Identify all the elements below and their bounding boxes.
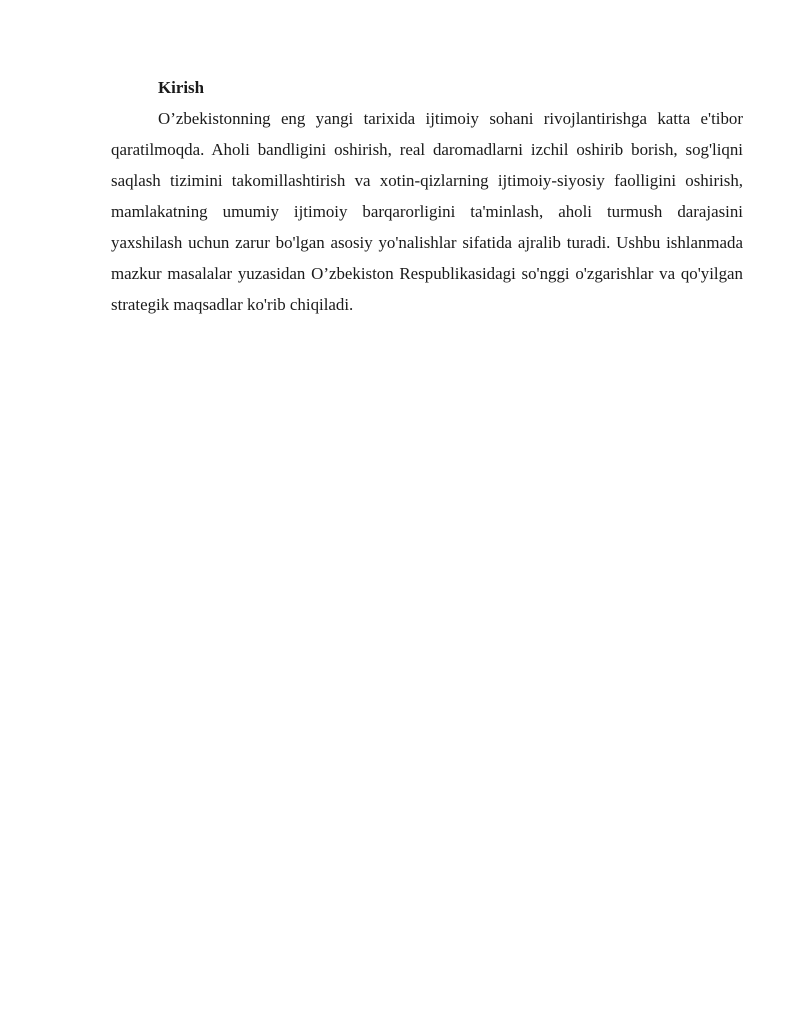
section-heading: Kirish [158, 78, 204, 97]
document-body [111, 72, 743, 320]
body-paragraph: O’zbekistonning eng yangi tarixida ijtimoiy sohani rivojlantirishga katta e'tibor qaratilmoqda. Aholi bandligini oshirish, real daromadlarni izchil oshirib borish, sog'liqni saqlash tizimini takomillashtirish va xotin-qizlarning ijtimoiy-siyosiy faolligini oshirish, mamlakatning umumiy ijtimoiy barqarorligini ta'minlash, aholi turmush darajasini yaxshilash uchun zarur bo'lgan asosiy yo'nalishlar sifatida ajralib turadi. Ushbu ishlanmada mazkur masalalar yuzasidan O’zbekiston Respublikasidagi so'nggi o'zgarishlar va qo'yilgan strategik maqsadlar ko'rib chiqiladi. [111, 109, 743, 314]
